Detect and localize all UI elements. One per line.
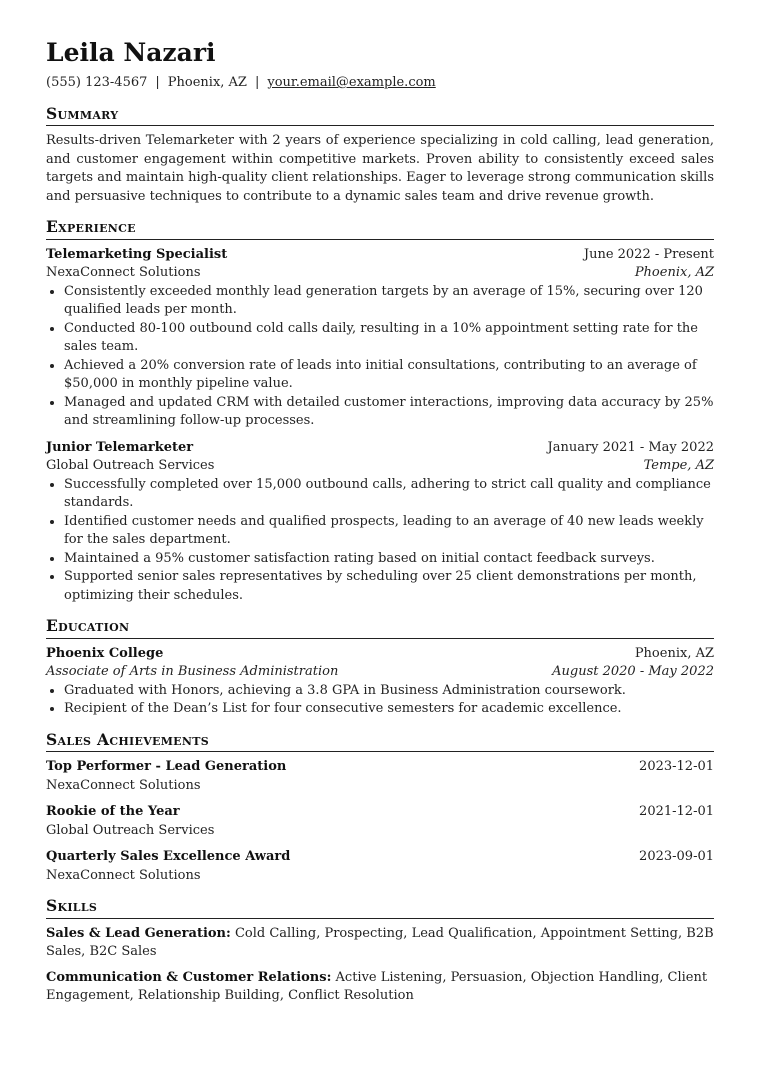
- job-location: Tempe, AZ: [643, 458, 714, 473]
- job-role: Junior Telemarketer: [46, 439, 194, 455]
- skill-group: [46, 925, 714, 962]
- job-location: Phoenix, AZ: [634, 265, 714, 280]
- education-dates: August 2020 - May 2022: [552, 664, 714, 679]
- email-link[interactable]: your.email@example.com: [267, 75, 436, 90]
- list-item: • Conducted 80-100 outbound cold calls daily, resulting in a 10% appointment setting rate for the sales team.: [64, 320, 714, 357]
- location: Phoenix, AZ: [167, 75, 247, 90]
- summary-text: Results-driven Telemarketer with 2 years of experience specializing in cold calling, lead generation, and customer engagement within competitive markets. Proven ability to consistently exceed sales targets and maintain high-quality client relationships. Eager to leverage strong communication skills and persuasive techniques to contribute to a dynamic sales team and drive revenue growth.: [46, 133, 714, 204]
- job-entry: [46, 439, 714, 606]
- achievement-name: Quarterly Sales Excellence Award: [46, 849, 291, 864]
- job-dates: January 2021 - May 2022: [547, 439, 714, 455]
- achievement-name: Top Performer - Lead Generation: [46, 759, 287, 774]
- job-bullets: [46, 476, 714, 606]
- candidate-name: Leila Nazari: [46, 38, 216, 67]
- job-role: Telemarketing Specialist: [46, 246, 228, 262]
- achievement-org: NexaConnect Solutions: [46, 777, 201, 793]
- section-title-achievements: Sales Achievements: [46, 731, 714, 753]
- school-location: Phoenix, AZ: [634, 645, 714, 661]
- contact-line: [46, 74, 714, 93]
- section-title-skills: Skills: [46, 897, 714, 919]
- education-entry: [46, 645, 714, 719]
- achievement-date: 2023-12-01: [639, 759, 714, 774]
- section-title-summary: Summary: [46, 105, 714, 127]
- skill-group-items: Cold Calling, Prospecting, Lead Qualification, Appointment Setting, B2B Sales, B2C Sales: [46, 925, 714, 959]
- list-item: • Consistently exceeded monthly lead generation targets by an average of 15%, securing over 120 qualified leads per month.: [64, 283, 714, 320]
- skill-group-label: Sales & Lead Generation:: [46, 925, 231, 941]
- skill-group: [46, 969, 714, 1006]
- achievement-date: 2023-09-01: [639, 849, 714, 864]
- list-item: • Managed and updated CRM with detailed customer interactions, improving data accuracy by 25% and streamlining follow-up processes.: [64, 394, 714, 431]
- job-entry: [46, 246, 714, 431]
- job-bullets: [46, 283, 714, 431]
- school-name: Phoenix College: [46, 645, 164, 661]
- section-title-experience: Experience: [46, 218, 714, 240]
- degree: Associate of Arts in Business Administration: [46, 664, 339, 679]
- education-bullets: [46, 682, 714, 719]
- phone-number: (555) 123-4567: [46, 75, 148, 90]
- separator: |: [254, 75, 260, 90]
- list-item: • Successfully completed over 15,000 outbound calls, adhering to strict call quality and compliance standards.: [64, 476, 714, 513]
- section-title-education: Education: [46, 617, 714, 639]
- job-company: NexaConnect Solutions: [46, 265, 201, 280]
- list-item: • Achieved a 20% conversion rate of leads into initial consultations, contributing to an average of $50,000 in monthly pipeline value.: [64, 357, 714, 394]
- achievement-entry: [46, 803, 714, 840]
- job-company: Global Outreach Services: [46, 458, 215, 473]
- achievement-org: NexaConnect Solutions: [46, 867, 201, 883]
- skill-group-items: Active Listening, Persuasion, Objection Handling, Client Engagement, Relationship Building, Conflict Resolution: [46, 969, 708, 1003]
- list-item: • Supported senior sales representatives by scheduling over 25 client demonstrations per month, optimizing their schedules.: [64, 568, 714, 605]
- skill-group-label: Communication & Customer Relations:: [46, 969, 332, 985]
- list-item: • Recipient of the Dean’s List for four consecutive semesters for academic excellence.: [64, 700, 714, 719]
- achievement-name: Rookie of the Year: [46, 804, 180, 819]
- achievement-entry: [46, 848, 714, 885]
- list-item: • Identified customer needs and qualified prospects, leading to an average of 40 new leads weekly for the sales department.: [64, 513, 714, 550]
- achievement-org: Global Outreach Services: [46, 822, 215, 838]
- separator: |: [155, 75, 160, 90]
- list-item: • Graduated with Honors, achieving a 3.8 GPA in Business Administration coursework.: [64, 682, 714, 701]
- list-item: • Maintained a 95% customer satisfaction rating based on initial contact feedback surveys.: [64, 550, 714, 569]
- achievement-date: 2021-12-01: [639, 804, 714, 819]
- job-dates: June 2022 - Present: [583, 246, 714, 262]
- achievement-entry: [46, 758, 714, 795]
